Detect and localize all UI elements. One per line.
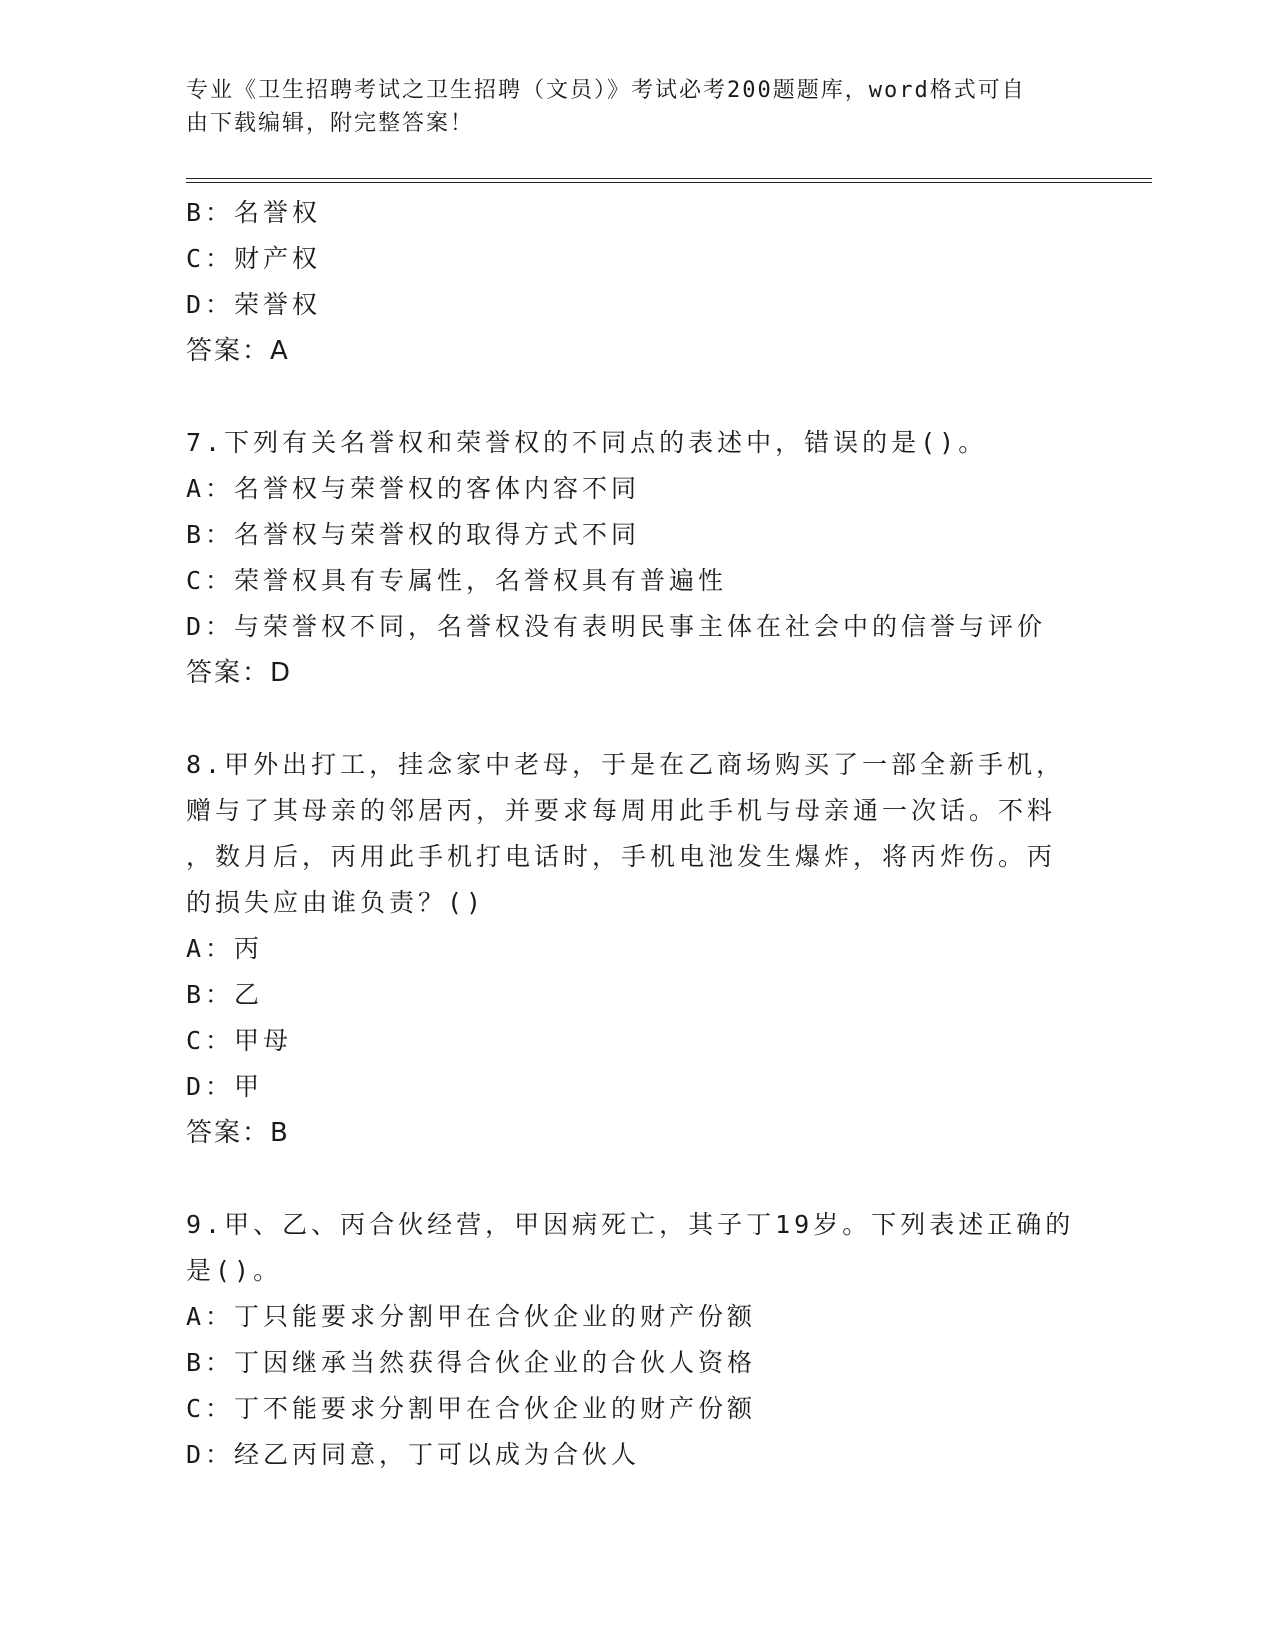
answer-line: 答案：B	[186, 1118, 290, 1148]
answer-line: 答案：A	[186, 336, 290, 366]
option-c: C：财产权	[186, 244, 322, 273]
page-header	[186, 74, 1056, 140]
option-c: C：甲母	[186, 1026, 293, 1055]
option-d: D：甲	[186, 1072, 264, 1101]
answer-line: 答案：D	[186, 658, 293, 688]
question-stem-line: 8.甲外出打工，挂念家中老母，于是在乙商场购买了一部全新手机，	[186, 750, 1066, 779]
question-stem-line: 9.甲、乙、丙合伙经营，甲因病死亡，其子丁19岁。下列表述正确的	[186, 1210, 1075, 1239]
question-stem-line: 是()。	[186, 1256, 283, 1285]
question-8	[186, 742, 1086, 1156]
option-c: C：丁不能要求分割甲在合伙企业的财产份额	[186, 1394, 757, 1423]
option-b: B：名誉权与荣誉权的取得方式不同	[186, 520, 641, 549]
header-line-2: 由下载编辑，附完整答案！	[186, 111, 475, 136]
question-stem-line: ，数月后，丙用此手机打电话时，手机电池发生爆炸，将丙炸伤。丙	[186, 842, 1057, 871]
option-c: C：荣誉权具有专属性，名誉权具有普遍性	[186, 566, 728, 595]
question-stem: 7.下列有关名誉权和荣誉权的不同点的表述中，错误的是()。	[186, 428, 988, 457]
header-divider-bottom	[186, 182, 1152, 183]
option-d: D：经乙丙同意，丁可以成为合伙人	[186, 1440, 641, 1469]
option-a: A：名誉权与荣誉权的客体内容不同	[186, 474, 641, 503]
option-b: B：乙	[186, 980, 264, 1009]
option-a: A：丙	[186, 934, 264, 963]
question-stem-line: 的损失应由谁负责？()	[186, 888, 486, 917]
option-d: D：与荣誉权不同，名誉权没有表明民事主体在社会中的信誉与评价	[186, 612, 1047, 641]
option-b: B：丁因继承当然获得合伙企业的合伙人资格	[186, 1348, 757, 1377]
question-stem-line: 赠与了其母亲的邻居丙，并要求每周用此手机与母亲通一次话。不料	[186, 796, 1057, 825]
header-divider-top	[186, 178, 1152, 179]
question-6-continued	[186, 190, 1086, 374]
option-d: D：荣誉权	[186, 290, 322, 319]
question-7	[186, 420, 1086, 696]
option-a: A：丁只能要求分割甲在合伙企业的财产份额	[186, 1302, 757, 1331]
header-line-1: 专业《卫生招聘考试之卫生招聘（文员）》考试必考200题题库，word格式可自	[186, 78, 1026, 103]
option-b: B：名誉权	[186, 198, 322, 227]
question-list	[186, 190, 1086, 1478]
question-9	[186, 1202, 1086, 1478]
